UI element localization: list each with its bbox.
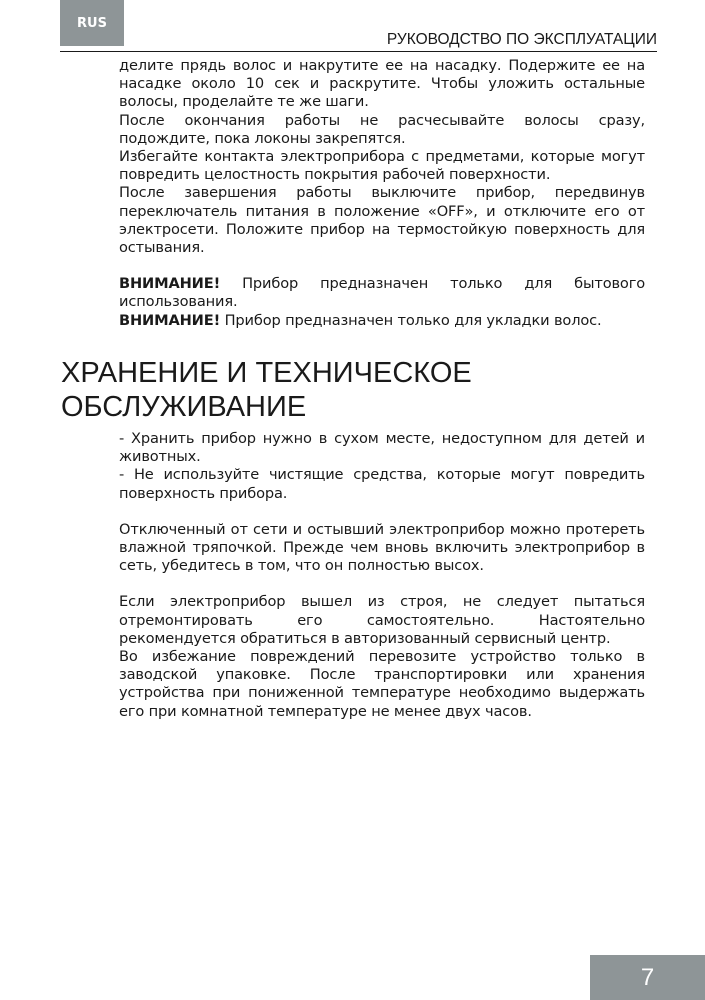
manual-title: РУКОВОДСТВО ПО ЭКСПЛУАТАЦИИ bbox=[386, 31, 657, 48]
paragraph: делите прядь волос и накрутите ее на насадку. Подержите ее на насадке около 10 сек и раскрутите. Чтобы уложить остальные волосы, проделайте те же шаги. bbox=[119, 57, 645, 111]
header-divider bbox=[60, 51, 657, 52]
paragraph: Избегайте контакта электроприбора с предметами, которые могут повредить целостность покрытия рабочей поверхности. bbox=[119, 148, 645, 184]
language-tab: RUS bbox=[60, 0, 124, 46]
bullet-item: - Хранить прибор нужно в сухом месте, недоступном для детей и животных. bbox=[119, 430, 645, 466]
bullet-item: - Не используйте чистящие средства, которые могут повредить поверхность прибора. bbox=[119, 466, 645, 502]
page-number: 7 bbox=[590, 955, 705, 1000]
storage-maintenance-text bbox=[119, 430, 645, 721]
repair-paragraph: Если электроприбор вышел из строя, не следует пытаться отремонтировать его самостоятельно. Настоятельно рекомендуется обратиться в авторизованный сервисный центр. bbox=[119, 593, 645, 647]
warning-text: Прибор предназначен только для укладки волос. bbox=[220, 311, 602, 329]
cleaning-paragraph: Отключенный от сети и остывший электроприбор можно протереть влажной тряпочкой. Прежде чем вновь включить электроприбор в сеть, убедитесь в том, что он полностью высох. bbox=[119, 520, 645, 575]
warning-hair-only bbox=[119, 312, 645, 330]
section-heading-line: ХРАНЕНИЕ И ТЕХНИЧЕСКОЕ bbox=[61, 357, 472, 389]
paragraph: После окончания работы не расчесывайте волосы сразу, подождите, пока локоны закрепятся. bbox=[119, 111, 645, 147]
transport-paragraph: Во избежание повреждений перевозите устройство только в заводской упаковке. После транспортировки или хранения устройства при пониженной температуре необходимо выдержать его при комнатной температуре не менее двух часов. bbox=[119, 648, 645, 720]
section-heading bbox=[61, 356, 621, 424]
section-heading-line: ОБСЛУЖИВАНИЕ bbox=[61, 391, 307, 423]
warning-label: ВНИМАНИЕ! bbox=[119, 311, 221, 329]
paragraph: После завершения работы выключите прибор, передвинув переключатель питания в положение «OFF», и отключите его от электросети. Положите прибор на термостойкую поверхность для остывания. bbox=[119, 184, 645, 257]
usage-instructions bbox=[119, 57, 645, 330]
warning-text: Прибор предназначен только для бытового использования. bbox=[119, 275, 645, 311]
warning-label: ВНИМАНИЕ! bbox=[119, 275, 221, 293]
warning-household bbox=[119, 275, 645, 311]
